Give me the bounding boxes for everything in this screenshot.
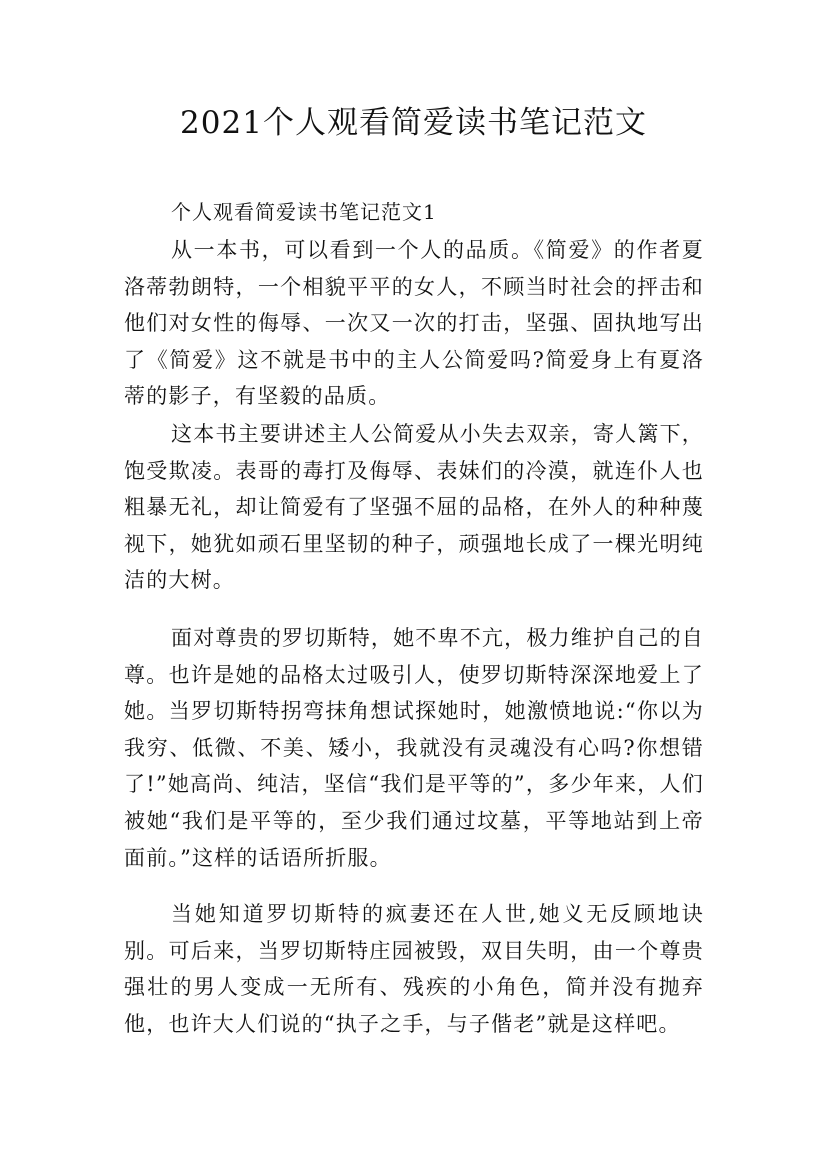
paragraph-1: 从一本书，可以看到一个人的品质。《简爱》的作者夏洛蒂勃朗特，一个相貌平平的女人，不顾当时社会的抨击和他们对女性的侮辱、一次又一次的打击，坚强、固执地写出了《简爱》这不就是书中的主人公简爱吗?简爱身上有夏洛蒂的影子，有坚毅的品质。: [124, 238, 704, 409]
section-heading: 个人观看简爱读书笔记范文1: [171, 200, 437, 224]
paragraph-3: 面对尊贵的罗切斯特，她不卑不亢，极力维护自己的自尊。也许是她的品格太过吸引人，使罗切斯特深深地爱上了她。当罗切斯特拐弯抹角想试探她时，她激愤地说:“你以为我穷、低微、不美、矮小，我就没有灵魂没有心吗?你想错了!”她高尚、纯洁，坚信“我们是平等的”，多少年来，人们被她“我们是平等的，至少我们通过坟墓，平等地站到上帝面前。”这样的话语所折服。: [124, 626, 704, 870]
document-title: 2021个人观看简爱读书笔记范文: [180, 105, 647, 141]
paragraph-2: 这本书主要讲述主人公简爱从小失去双亲，寄人篱下，饱受欺凌。表哥的毒打及侮辱、表妹们的冷漠，就连仆人也粗暴无礼，却让简爱有了坚强不屈的品格，在外人的种种蔑视下，她犹如顽石里坚韧的种子，顽强地长成了一棵光明纯洁的大树。: [124, 422, 704, 593]
paragraph-4: 当她知道罗切斯特的疯妻还在人世,她义无反顾地诀别。可后来，当罗切斯特庄园被毁，双目失明，由一个尊贵强壮的男人变成一无所有、残疾的小角色，简并没有抛弃他，也许大人们说的“执子之手，与子偕老”就是这样吧。: [124, 902, 704, 1036]
